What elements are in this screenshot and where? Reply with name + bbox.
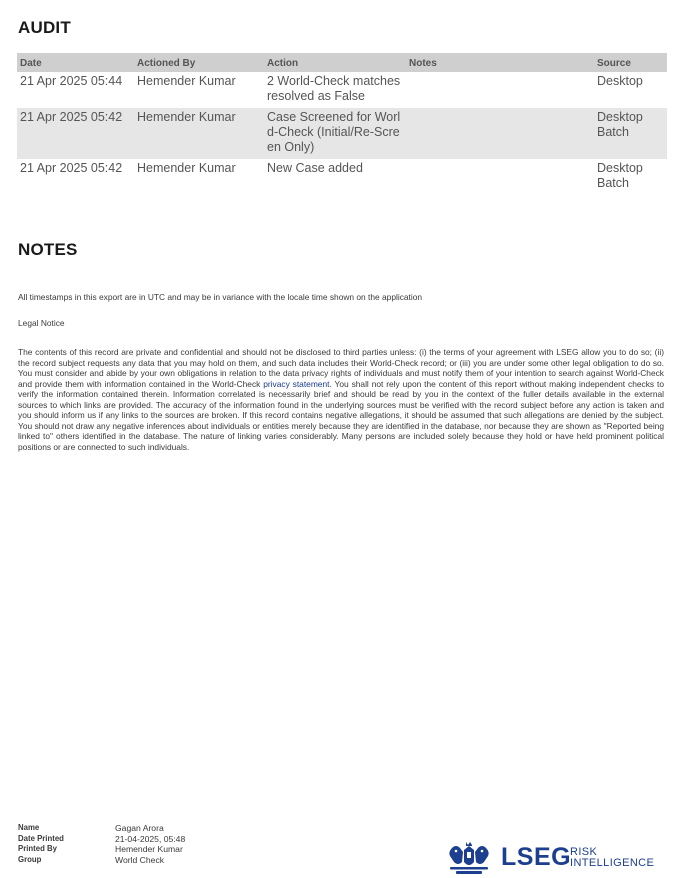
logo-line-1: RISK: [570, 846, 598, 858]
table-row: [17, 159, 667, 195]
logo-brand: LSEG: [501, 843, 572, 871]
audit-header-row: [17, 53, 667, 72]
column-header-action: Action: [264, 53, 406, 72]
footer-label: Group: [18, 854, 42, 864]
column-header-actioned-by: Actioned By: [134, 53, 264, 72]
cell-actioned-by: Hemender Kumar: [134, 108, 264, 159]
audit-section-title: AUDIT: [18, 18, 71, 37]
footer-label: Printed By: [18, 844, 57, 854]
cell-actioned-by: Hemender Kumar: [137, 161, 236, 175]
footer-value: World Check: [115, 854, 165, 865]
cell-notes: [406, 108, 594, 159]
logo-line-2: INTELLIGENCE: [570, 857, 655, 869]
footer-value: Gagan Arora: [115, 823, 164, 833]
audit-table: [17, 53, 667, 195]
legal-text-part: . You shall not rely upon the content of this report without making independent checks to verify the information contained therein. Information correlated is necessarily brief and should be read by you in the context of the fuller details available in the external sources to which links are provided. The accuracy of the information found in the underlying sources must be verified with the record subject before any action is taken and you should inform us if any links to the sources are broken. If this record contains negative allegations, it should be assumed that such allegations are denied by the subject. You should not draw any negative inferences about individuals or entities merely because they are identified in the database, nor because they are shown as "Reported being linked to" others identified in the database. The nature of linking varies considerably. Many persons are included solely because they hold or have held prominent political positions or are connected to such individuals.: [18, 378, 664, 452]
legal-text-part: The contents of this record are private and confidential and should not be disclosed to third parties unless: (i) the terms of your agreement with LSEG allow you to do so; (ii) the record subject requests any data that you may hold on them, and such data includes their World-Check record; or (iii) you are under some other legal obligation to do so. You must consider and abide by your own obligations in relation to the data privacy rights of individuals and must notify them of your intention to search against World-Check and provide them with information contained in the World-Check: [18, 347, 664, 389]
cell-source: Desktop Batch: [597, 161, 643, 190]
footer-row-printed-by: [18, 844, 185, 855]
footer-row-group: [18, 855, 185, 866]
lseg-risk-intelligence-logo: [444, 840, 659, 876]
legal-notice-text: [18, 347, 664, 452]
footer-label: Name: [18, 823, 40, 832]
footer-row-name: [18, 823, 185, 834]
column-header-date: Date: [17, 53, 134, 72]
column-header-source: Source: [594, 53, 667, 72]
footer-row-date-printed: [18, 834, 185, 845]
cell-action: Case Screened for World-Check (Initial/Re-Screen Only): [264, 108, 406, 159]
print-footer: [18, 823, 185, 865]
cell-action: New Case added: [267, 161, 363, 175]
cell-source: Desktop Batch: [594, 108, 667, 159]
cell-source: Desktop: [597, 74, 643, 88]
privacy-statement-link[interactable]: privacy statement: [263, 378, 330, 389]
cell-date: 21 Apr 2025 05:42: [17, 108, 134, 159]
timestamp-note: All timestamps in this export are in UTC and may be in variance with the locale time shown on the application: [18, 292, 423, 302]
column-header-notes: Notes: [406, 53, 594, 72]
notes-section-title: NOTES: [18, 240, 78, 259]
cell-actioned-by: Hemender Kumar: [137, 74, 236, 88]
footer-value: Hemender Kumar: [115, 844, 183, 855]
table-row: [17, 108, 667, 159]
crest-icon: [444, 840, 494, 876]
legal-notice-heading: Legal Notice: [18, 318, 65, 328]
cell-notes: [406, 72, 594, 108]
cell-notes: [406, 159, 594, 195]
cell-date: 21 Apr 2025 05:42: [20, 161, 123, 175]
table-row: [17, 72, 667, 108]
cell-date: 21 Apr 2025 05:44: [20, 74, 123, 88]
footer-value: 21-04-2025, 05:48: [115, 833, 186, 844]
logo-subtitle: [570, 847, 654, 869]
footer-label: Date Printed: [18, 833, 64, 843]
cell-action: 2 World-Check matches resolved as False: [267, 74, 401, 103]
